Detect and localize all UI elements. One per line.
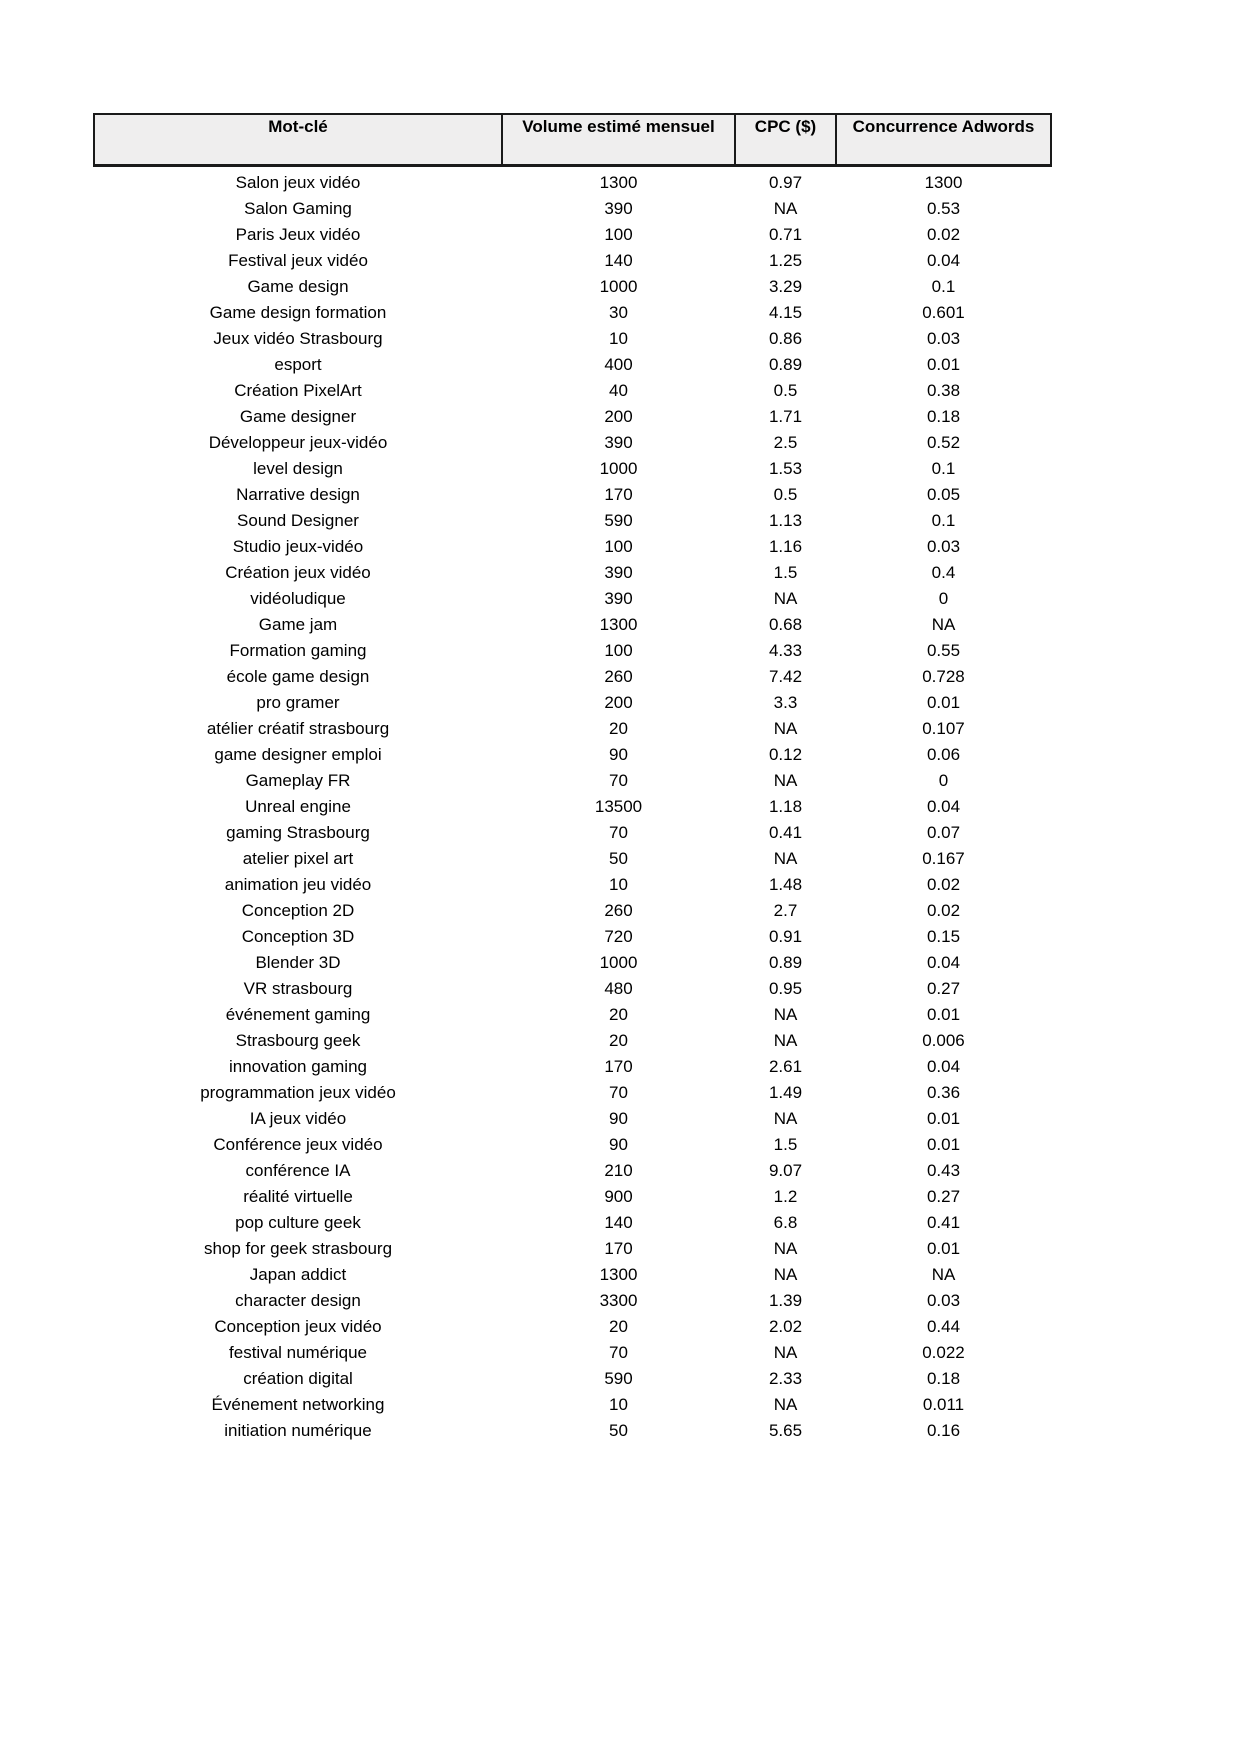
cell-concurrence: 0 bbox=[938, 771, 949, 790]
table-row bbox=[94, 924, 1051, 950]
table-row bbox=[94, 196, 1051, 222]
table-row bbox=[94, 1392, 1051, 1418]
cell-keyword: esport bbox=[274, 355, 322, 374]
table-row bbox=[94, 1236, 1051, 1262]
cell-volume: 70 bbox=[609, 771, 628, 790]
cell-concurrence: 0.07 bbox=[926, 823, 961, 842]
table-row bbox=[94, 166, 1051, 197]
table-row bbox=[94, 820, 1051, 846]
cell-keyword: IA jeux vidéo bbox=[249, 1109, 347, 1128]
cell-concurrence: 0.1 bbox=[931, 511, 956, 530]
cell-cpc: 3.29 bbox=[768, 277, 803, 296]
cell-volume: 20 bbox=[609, 1005, 628, 1024]
table-row bbox=[94, 1366, 1051, 1392]
cell-keyword: vidéoludique bbox=[250, 589, 346, 608]
cell-cpc: 2.33 bbox=[768, 1369, 803, 1388]
cell-concurrence: 0.18 bbox=[926, 1369, 961, 1388]
cell-keyword: pop culture geek bbox=[235, 1213, 361, 1232]
cell-concurrence: 0.01 bbox=[926, 1135, 961, 1154]
cell-concurrence: 0.55 bbox=[926, 641, 961, 660]
table-header-row bbox=[94, 114, 1051, 166]
cell-volume: 210 bbox=[604, 1161, 633, 1180]
cell-volume: 900 bbox=[604, 1187, 633, 1206]
cell-cpc: 0.68 bbox=[768, 615, 803, 634]
cell-volume: 70 bbox=[609, 1343, 628, 1362]
cell-keyword: Conception jeux vidéo bbox=[214, 1317, 382, 1336]
cell-volume: 1300 bbox=[599, 615, 638, 634]
table-row bbox=[94, 742, 1051, 768]
cell-volume: 200 bbox=[604, 693, 633, 712]
table-row bbox=[94, 1002, 1051, 1028]
cell-volume: 3300 bbox=[599, 1291, 638, 1310]
cell-keyword: Création PixelArt bbox=[234, 381, 362, 400]
table-row bbox=[94, 1106, 1051, 1132]
cell-concurrence: 0.01 bbox=[926, 693, 961, 712]
cell-cpc: 0.71 bbox=[768, 225, 803, 244]
cell-keyword: game designer emploi bbox=[214, 745, 382, 764]
cell-keyword: Paris Jeux vidéo bbox=[235, 225, 361, 244]
table-row bbox=[94, 638, 1051, 664]
table-body bbox=[94, 166, 1051, 1445]
table-row bbox=[94, 404, 1051, 430]
cell-volume: 390 bbox=[604, 199, 633, 218]
cell-cpc: 0.41 bbox=[768, 823, 803, 842]
cell-volume: 50 bbox=[609, 849, 628, 868]
cell-concurrence: 0.36 bbox=[926, 1083, 961, 1102]
cell-concurrence: 0.728 bbox=[922, 667, 965, 686]
cell-volume: 1300 bbox=[599, 173, 638, 192]
cell-keyword: pro gramer bbox=[256, 693, 340, 712]
table-row bbox=[94, 1288, 1051, 1314]
cell-keyword: Développeur jeux-vidéo bbox=[208, 433, 388, 452]
cell-volume: 140 bbox=[604, 251, 633, 270]
cell-cpc: 3.3 bbox=[773, 693, 798, 712]
cell-volume: 90 bbox=[609, 1135, 628, 1154]
cell-volume: 170 bbox=[604, 485, 633, 504]
cell-volume: 1300 bbox=[599, 1265, 638, 1284]
cell-keyword: atelier pixel art bbox=[242, 849, 354, 868]
cell-keyword: character design bbox=[235, 1291, 361, 1310]
column-header-keyword: Mot-clé bbox=[94, 114, 502, 166]
cell-concurrence: 0.107 bbox=[922, 719, 965, 738]
cell-concurrence: 0.04 bbox=[926, 1057, 961, 1076]
cell-cpc: 1.53 bbox=[768, 459, 803, 478]
cell-cpc: 0.5 bbox=[773, 381, 798, 400]
cell-volume: 90 bbox=[609, 745, 628, 764]
cell-concurrence: 0.44 bbox=[926, 1317, 961, 1336]
cell-cpc: NA bbox=[773, 1265, 798, 1284]
table-row bbox=[94, 222, 1051, 248]
cell-cpc: 0.97 bbox=[768, 173, 803, 192]
cell-cpc: NA bbox=[773, 771, 798, 790]
cell-cpc: 2.61 bbox=[768, 1057, 803, 1076]
cell-cpc: 0.95 bbox=[768, 979, 803, 998]
cell-keyword: festival numérique bbox=[229, 1343, 367, 1362]
cell-cpc: 1.71 bbox=[768, 407, 803, 426]
cell-cpc: 1.39 bbox=[768, 1291, 803, 1310]
table-row bbox=[94, 612, 1051, 638]
cell-cpc: 1.48 bbox=[768, 875, 803, 894]
cell-volume: 50 bbox=[609, 1421, 628, 1440]
cell-keyword: Conception 2D bbox=[241, 901, 355, 920]
cell-cpc: 1.13 bbox=[768, 511, 803, 530]
cell-cpc: NA bbox=[773, 1109, 798, 1128]
table-row bbox=[94, 664, 1051, 690]
cell-keyword: Blender 3D bbox=[255, 953, 341, 972]
cell-volume: 30 bbox=[609, 303, 628, 322]
cell-keyword: Formation gaming bbox=[229, 641, 367, 660]
cell-volume: 10 bbox=[609, 875, 628, 894]
cell-keyword: shop for geek strasbourg bbox=[203, 1239, 393, 1258]
cell-keyword: événement gaming bbox=[225, 1005, 371, 1024]
cell-volume: 1000 bbox=[599, 277, 638, 296]
cell-keyword: Narrative design bbox=[236, 485, 360, 504]
cell-concurrence: 0 bbox=[938, 589, 949, 608]
table-row bbox=[94, 872, 1051, 898]
table-row bbox=[94, 1054, 1051, 1080]
cell-cpc: 0.5 bbox=[773, 485, 798, 504]
cell-volume: 90 bbox=[609, 1109, 628, 1128]
table-row bbox=[94, 1184, 1051, 1210]
cell-concurrence: 0.04 bbox=[926, 797, 961, 816]
cell-cpc: 4.15 bbox=[768, 303, 803, 322]
cell-cpc: NA bbox=[773, 719, 798, 738]
table-row bbox=[94, 430, 1051, 456]
table-row bbox=[94, 456, 1051, 482]
cell-concurrence: 0.38 bbox=[926, 381, 961, 400]
cell-concurrence: 0.02 bbox=[926, 901, 961, 920]
cell-keyword: Conception 3D bbox=[241, 927, 355, 946]
cell-keyword: réalité virtuelle bbox=[243, 1187, 353, 1206]
cell-volume: 70 bbox=[609, 823, 628, 842]
cell-cpc: 1.5 bbox=[773, 563, 798, 582]
cell-volume: 40 bbox=[609, 381, 628, 400]
cell-volume: 100 bbox=[604, 225, 633, 244]
cell-keyword: Game designer bbox=[239, 407, 357, 426]
cell-keyword: atélier créatif strasbourg bbox=[206, 719, 390, 738]
cell-volume: 10 bbox=[609, 329, 628, 348]
cell-cpc: 0.89 bbox=[768, 953, 803, 972]
cell-volume: 260 bbox=[604, 901, 633, 920]
keyword-table bbox=[93, 113, 1052, 1444]
table-row bbox=[94, 1262, 1051, 1288]
cell-volume: 390 bbox=[604, 589, 633, 608]
cell-cpc: 2.02 bbox=[768, 1317, 803, 1336]
cell-cpc: 5.65 bbox=[768, 1421, 803, 1440]
cell-keyword: Japan addict bbox=[249, 1265, 347, 1284]
cell-volume: 170 bbox=[604, 1057, 633, 1076]
cell-volume: 10 bbox=[609, 1395, 628, 1414]
table-row bbox=[94, 846, 1051, 872]
cell-concurrence: 0.03 bbox=[926, 537, 961, 556]
cell-concurrence: 0.27 bbox=[926, 1187, 961, 1206]
cell-volume: 170 bbox=[604, 1239, 633, 1258]
cell-keyword: Événement networking bbox=[211, 1395, 385, 1414]
cell-volume: 1000 bbox=[599, 459, 638, 478]
cell-concurrence: 0.02 bbox=[926, 225, 961, 244]
cell-concurrence: 0.03 bbox=[926, 1291, 961, 1310]
cell-cpc: 0.91 bbox=[768, 927, 803, 946]
table-row bbox=[94, 378, 1051, 404]
cell-concurrence: 0.01 bbox=[926, 1005, 961, 1024]
cell-volume: 590 bbox=[604, 511, 633, 530]
cell-cpc: 1.5 bbox=[773, 1135, 798, 1154]
column-header-volume: Volume estimé mensuel bbox=[502, 114, 735, 166]
cell-keyword: école game design bbox=[226, 667, 370, 686]
table-row bbox=[94, 716, 1051, 742]
cell-concurrence: 0.06 bbox=[926, 745, 961, 764]
cell-volume: 400 bbox=[604, 355, 633, 374]
cell-keyword: création digital bbox=[243, 1369, 353, 1388]
cell-keyword: Gameplay FR bbox=[245, 771, 351, 790]
table-row bbox=[94, 1340, 1051, 1366]
table-row bbox=[94, 326, 1051, 352]
cell-concurrence: 0.1 bbox=[931, 277, 956, 296]
cell-volume: 20 bbox=[609, 1031, 628, 1050]
table-row bbox=[94, 300, 1051, 326]
cell-keyword: Unreal engine bbox=[245, 797, 351, 816]
cell-volume: 720 bbox=[604, 927, 633, 946]
cell-cpc: 0.12 bbox=[768, 745, 803, 764]
cell-cpc: 1.18 bbox=[768, 797, 803, 816]
cell-cpc: NA bbox=[773, 589, 798, 608]
cell-keyword: programmation jeux vidéo bbox=[200, 1083, 396, 1102]
cell-keyword: Salon jeux vidéo bbox=[235, 173, 361, 192]
cell-keyword: initiation numérique bbox=[224, 1421, 372, 1440]
cell-keyword: conférence IA bbox=[245, 1161, 351, 1180]
table-row bbox=[94, 508, 1051, 534]
cell-cpc: 2.5 bbox=[773, 433, 798, 452]
table-row bbox=[94, 950, 1051, 976]
cell-volume: 13500 bbox=[594, 797, 643, 816]
table-row bbox=[94, 1158, 1051, 1184]
cell-keyword: innovation gaming bbox=[229, 1057, 367, 1076]
cell-concurrence: 0.15 bbox=[926, 927, 961, 946]
column-header-concurrence: Concurrence Adwords bbox=[836, 114, 1051, 166]
table-row bbox=[94, 1314, 1051, 1340]
cell-concurrence: 0.01 bbox=[926, 355, 961, 374]
cell-keyword: Salon Gaming bbox=[244, 199, 352, 218]
column-header-cpc: CPC ($) bbox=[735, 114, 836, 166]
cell-cpc: NA bbox=[773, 1239, 798, 1258]
cell-cpc: 2.7 bbox=[773, 901, 798, 920]
cell-cpc: NA bbox=[773, 1005, 798, 1024]
table-row bbox=[94, 482, 1051, 508]
cell-volume: 260 bbox=[604, 667, 633, 686]
cell-keyword: Game jam bbox=[258, 615, 338, 634]
cell-volume: 20 bbox=[609, 719, 628, 738]
cell-cpc: 7.42 bbox=[768, 667, 803, 686]
table-row bbox=[94, 1132, 1051, 1158]
cell-cpc: 0.89 bbox=[768, 355, 803, 374]
cell-keyword: Conférence jeux vidéo bbox=[213, 1135, 383, 1154]
cell-keyword: VR strasbourg bbox=[243, 979, 353, 998]
cell-concurrence: 0.601 bbox=[922, 303, 965, 322]
cell-cpc: 1.25 bbox=[768, 251, 803, 270]
cell-volume: 70 bbox=[609, 1083, 628, 1102]
cell-keyword: Game design bbox=[247, 277, 349, 296]
cell-concurrence: NA bbox=[931, 1265, 956, 1284]
cell-concurrence: 0.27 bbox=[926, 979, 961, 998]
cell-keyword: Festival jeux vidéo bbox=[228, 251, 368, 270]
cell-concurrence: 0.04 bbox=[926, 953, 961, 972]
cell-concurrence: 0.022 bbox=[922, 1343, 965, 1362]
cell-concurrence: NA bbox=[931, 615, 956, 634]
cell-cpc: 1.16 bbox=[768, 537, 803, 556]
cell-volume: 200 bbox=[604, 407, 633, 426]
cell-keyword: Jeux vidéo Strasbourg bbox=[213, 329, 383, 348]
cell-concurrence: 0.41 bbox=[926, 1213, 961, 1232]
cell-cpc: NA bbox=[773, 1395, 798, 1414]
table-row bbox=[94, 586, 1051, 612]
cell-concurrence: 0.167 bbox=[922, 849, 965, 868]
cell-cpc: 0.86 bbox=[768, 329, 803, 348]
cell-cpc: 1.49 bbox=[768, 1083, 803, 1102]
cell-concurrence: 0.1 bbox=[931, 459, 956, 478]
table-row bbox=[94, 1028, 1051, 1054]
cell-concurrence: 0.4 bbox=[931, 563, 956, 582]
cell-concurrence: 0.16 bbox=[926, 1421, 961, 1440]
table-row bbox=[94, 1080, 1051, 1106]
cell-volume: 1000 bbox=[599, 953, 638, 972]
cell-cpc: NA bbox=[773, 849, 798, 868]
cell-volume: 20 bbox=[609, 1317, 628, 1336]
cell-keyword: Création jeux vidéo bbox=[225, 563, 371, 582]
table-row bbox=[94, 274, 1051, 300]
cell-concurrence: 0.01 bbox=[926, 1109, 961, 1128]
cell-volume: 100 bbox=[604, 537, 633, 556]
cell-keyword: gaming Strasbourg bbox=[226, 823, 370, 842]
table-row bbox=[94, 690, 1051, 716]
cell-concurrence: 0.04 bbox=[926, 251, 961, 270]
cell-cpc: NA bbox=[773, 1343, 798, 1362]
table-row bbox=[94, 1418, 1051, 1444]
cell-concurrence: 0.01 bbox=[926, 1239, 961, 1258]
table-row bbox=[94, 898, 1051, 924]
cell-volume: 590 bbox=[604, 1369, 633, 1388]
cell-concurrence: 0.53 bbox=[926, 199, 961, 218]
cell-cpc: NA bbox=[773, 199, 798, 218]
cell-concurrence: 0.18 bbox=[926, 407, 961, 426]
cell-keyword: Sound Designer bbox=[237, 511, 359, 530]
cell-volume: 390 bbox=[604, 433, 633, 452]
table-row bbox=[94, 976, 1051, 1002]
cell-concurrence: 0.011 bbox=[922, 1395, 965, 1414]
cell-cpc: 4.33 bbox=[768, 641, 803, 660]
cell-concurrence: 0.006 bbox=[922, 1031, 965, 1050]
cell-keyword: Game design formation bbox=[209, 303, 387, 322]
table-row bbox=[94, 768, 1051, 794]
cell-volume: 480 bbox=[604, 979, 633, 998]
cell-volume: 140 bbox=[604, 1213, 633, 1232]
table-row bbox=[94, 560, 1051, 586]
cell-concurrence: 0.52 bbox=[926, 433, 961, 452]
cell-cpc: 6.8 bbox=[773, 1213, 798, 1232]
cell-cpc: 1.2 bbox=[773, 1187, 798, 1206]
table-row bbox=[94, 794, 1051, 820]
cell-concurrence: 1300 bbox=[924, 173, 963, 192]
cell-volume: 100 bbox=[604, 641, 633, 660]
table-row bbox=[94, 248, 1051, 274]
table-row bbox=[94, 352, 1051, 378]
cell-concurrence: 0.05 bbox=[926, 485, 961, 504]
table-row bbox=[94, 1210, 1051, 1236]
table-row bbox=[94, 534, 1051, 560]
cell-keyword: Strasbourg geek bbox=[235, 1031, 361, 1050]
cell-concurrence: 0.43 bbox=[926, 1161, 961, 1180]
cell-keyword: animation jeu vidéo bbox=[224, 875, 372, 894]
cell-keyword: Studio jeux-vidéo bbox=[232, 537, 364, 556]
cell-keyword: level design bbox=[253, 459, 343, 478]
cell-concurrence: 0.03 bbox=[926, 329, 961, 348]
cell-volume: 390 bbox=[604, 563, 633, 582]
cell-cpc: 9.07 bbox=[768, 1161, 803, 1180]
cell-cpc: NA bbox=[773, 1031, 798, 1050]
cell-concurrence: 0.02 bbox=[926, 875, 961, 894]
